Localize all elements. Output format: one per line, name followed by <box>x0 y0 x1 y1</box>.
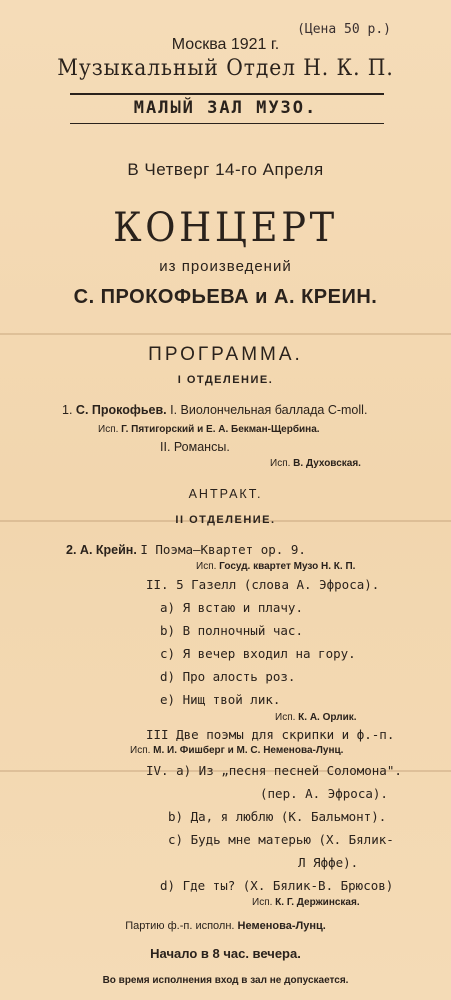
song-item: d) Про алость роз. <box>160 669 296 684</box>
work-title: III Две поэмы для скрипки и ф.-п. <box>146 727 395 742</box>
entry-notice: Во время исполнения вход в зал не допускается. <box>102 975 349 986</box>
hall-name: МАЛЫЙ ЗАЛ МУЗО. <box>133 98 318 118</box>
composer-name: С. Прокофьев. <box>75 403 167 417</box>
work-title: I. Виолончельная баллада C-moll. <box>170 403 368 417</box>
performer-prefix: Исп. <box>98 424 119 435</box>
performer-prefix: Исп. <box>275 712 296 723</box>
divider <box>70 93 384 95</box>
song-item: Л Яффе). <box>298 855 359 870</box>
performers-line <box>98 424 320 435</box>
piano-prefix: Партию ф.-п. исполн. <box>125 920 235 932</box>
performer-prefix: Исп. <box>130 745 151 756</box>
divider <box>70 123 384 124</box>
performers: М. И. Фишберг и М. С. Неменова-Лунц. <box>153 745 344 756</box>
song-item: b) Да, я люблю (К. Бальмонт). <box>168 809 387 824</box>
work-title: IV. а) Из „песня песней Соломона". <box>146 763 402 778</box>
performers-line <box>130 745 343 756</box>
performers-line <box>275 712 357 723</box>
event-subtitle: из произведений <box>159 258 292 275</box>
piano-part-line <box>0 920 451 932</box>
item-number: 1. <box>62 403 73 417</box>
performers: К. Г. Держинская. <box>275 897 360 908</box>
performers: Госуд. квартет Музо Н. К. П. <box>219 561 356 572</box>
song-item: c) Я вечер входил на гору. <box>160 646 356 661</box>
department-title: Музыкальный Отдел Н. К. П. <box>57 56 394 81</box>
performers: Г. Пятигорский и Е. А. Бекман-Щербина. <box>121 424 320 435</box>
start-time: Начало в 8 час. вечера. <box>150 946 301 961</box>
event-composers: С. ПРОКОФЬЕВА и А. КРЕИН. <box>73 286 378 308</box>
song-item: e) Нищ твой лик. <box>160 692 281 707</box>
performers-line <box>252 897 360 908</box>
song-item: c) Будь мне матерью (Х. Бялик- <box>168 832 394 847</box>
performer-prefix: Исп. <box>196 561 217 572</box>
composer-name: А. Крейн. <box>79 543 137 557</box>
performers: К. А. Орлик. <box>298 712 357 723</box>
work-title: I Поэма—Квартет ор. 9. <box>140 542 306 557</box>
fold-line <box>0 333 451 335</box>
program-item <box>66 542 306 557</box>
item-number: 2. <box>66 543 77 557</box>
performers: В. Духовская. <box>293 458 361 469</box>
performers-line <box>270 458 361 469</box>
song-item: b) В полночный час. <box>160 623 303 638</box>
performers-line <box>196 561 355 572</box>
program-item <box>62 403 367 417</box>
part1-heading: I ОТДЕЛЕНИЕ. <box>177 374 274 386</box>
work-title: II. 5 Газелл (слова А. Эфроса). <box>146 577 380 592</box>
intermission-label: АНТРАКТ. <box>188 487 263 501</box>
song-item: d) Где ты? (Х. Бялик-В. Брюсов) <box>160 878 394 893</box>
part2-heading: II ОТДЕЛЕНИЕ. <box>175 514 276 526</box>
city-year: Москва 1921 г. <box>171 36 280 53</box>
piano-performer: Неменова-Лунц. <box>237 920 326 932</box>
program-heading: ПРОГРАММА. <box>148 344 303 365</box>
event-date: В Четверг 14-го Апреля <box>127 160 324 179</box>
work-title: II. Романсы. <box>160 440 230 454</box>
song-item: a) Я встаю и плачу. <box>160 600 303 615</box>
performer-prefix: Исп. <box>270 458 291 469</box>
price-label: (Цена 50 р.) <box>297 22 391 37</box>
event-title: КОНЦЕРТ <box>113 205 338 251</box>
song-item: (пер. А. Эфроса). <box>260 786 388 801</box>
performer-prefix: Исп. <box>252 897 273 908</box>
